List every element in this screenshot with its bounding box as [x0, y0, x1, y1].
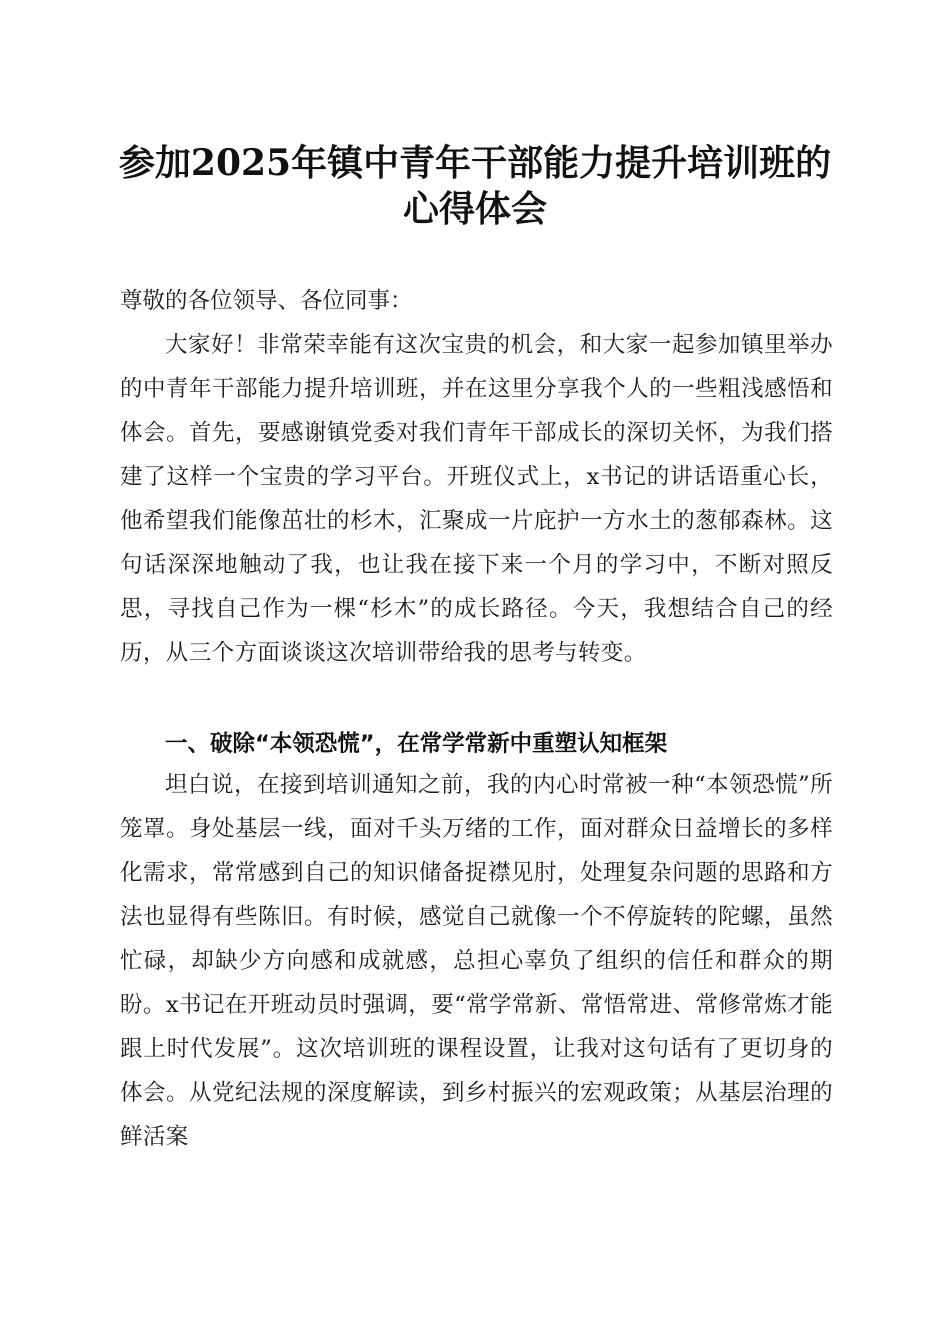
document-title-line-2: 心得体会 [402, 188, 547, 230]
greeting: 尊敬的各位领导、各位同事： [120, 288, 413, 314]
paragraph-section-1: 坦白说，在接到培训通知之前，我的内心时常被一种“本领恐慌”所笼罩。身处基层一线，面对千头万绪的工作，面对群众日益增长的多样化需求，常常感到自己的知识储备捉襟见肘，处理复杂问题的思路和方法也显得有些陈旧。有时候，感觉自己就像一个不停旋转的陀螺，虽然忙碌，却缺少方向感和成就感，总担心辜负了组织的信任和群众的期盼。x书记在开班动员时强调，要“常学常新、常悟常进、常修常炼才能跟上时代发展”。这次培训班的课程设置，让我对这句话有了更切身的体会。从党纪法规的深度解读，到乡村振兴的宏观政策；从基层治理的鲜活案 [120, 772, 833, 1150]
section-heading-1: 一、破除“本领恐慌”，在常学常新中重塑认知框架 [165, 731, 668, 757]
paragraph-introduction: 大家好！非常荣幸能有这次宝贵的机会，和大家一起参加镇里举办的中青年干部能力提升培训班，并在这里分享我个人的一些粗浅感悟和体会。首先，要感谢镇党委对我们青年干部成长的深切关怀，为我们搭建了这样一个宝贵的学习平台。开班仪式上，x书记的讲话语重心长，他希望我们能像茁壮的杉木，汇聚成一片庇护一方水土的葱郁森林。这句话深深地触动了我，也让我在接下来一个月的学习中，不断对照反思，寻找自己作为一棵“杉木”的成长路径。今天，我想结合自己的经历，从三个方面谈谈这次培训带给我的思考与转变。 [120, 332, 833, 666]
document-title-line-1: 参加2025年镇中青年干部能力提升培训班的 [118, 142, 832, 184]
